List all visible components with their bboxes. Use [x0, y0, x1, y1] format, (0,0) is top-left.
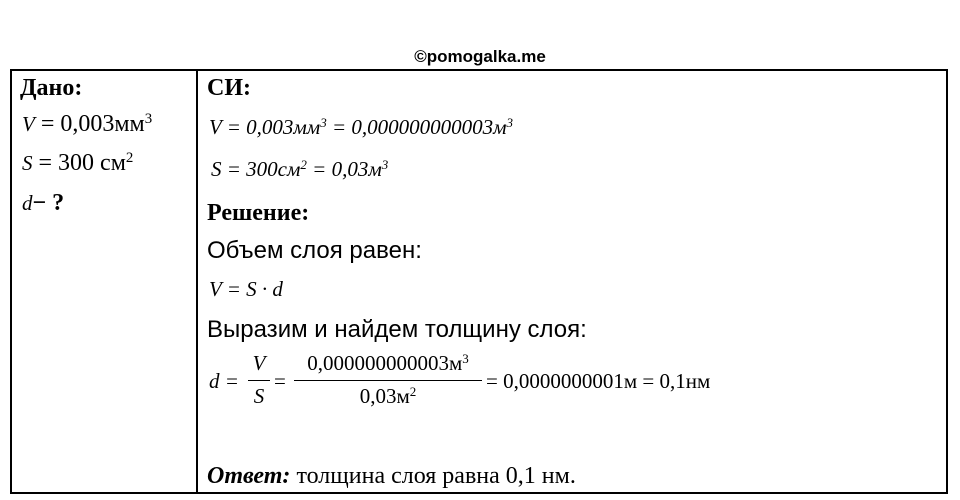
si-area-conversion: [211, 157, 388, 182]
given-volume-symbol: V: [22, 112, 35, 136]
given-unknown: [22, 190, 64, 217]
formula-result: = 0,0000000001м = 0,1нм: [486, 369, 711, 393]
si-volume-conversion: [209, 115, 513, 140]
frac2-denominator: [294, 384, 482, 409]
given-area-symbol: S: [22, 151, 33, 175]
given-unknown-mark: − ?: [32, 190, 65, 216]
answer-line: [207, 463, 576, 490]
solution-text-thickness: Выразим и найдем толщину слоя:: [207, 316, 587, 343]
formula-equals: =: [274, 369, 286, 393]
si-volume-exp2: 3: [506, 114, 514, 130]
solution-heading: Решение:: [207, 200, 310, 226]
si-area-right: = 0,03м: [306, 157, 382, 181]
column-divider: [196, 71, 198, 492]
answer-text: толщина слоя равна 0,1 нм.: [290, 463, 576, 489]
frac2-bar: [294, 380, 482, 381]
frac2-denominator-exponent: 2: [409, 383, 417, 399]
solution-table: [10, 69, 948, 494]
given-volume-value: = 0,003мм: [34, 111, 145, 137]
frac2-denominator-value: 0,03м: [359, 384, 410, 408]
si-volume-exp1: 3: [320, 114, 327, 130]
frac1-numerator: V: [252, 351, 266, 375]
given-volume: [22, 111, 152, 138]
given-unknown-symbol: d: [22, 191, 33, 215]
frac2-numerator-exponent: 3: [462, 350, 469, 366]
frac1-denominator: S: [253, 384, 265, 408]
solution-formula-volume: V = S · d: [209, 277, 283, 301]
si-area-exp2: 3: [381, 156, 389, 172]
given-volume-exponent: 3: [144, 110, 153, 127]
frac1-bar: [248, 380, 270, 381]
watermark: ©pomogalka.me: [414, 47, 546, 66]
given-area-value: = 300 см: [32, 150, 126, 176]
frac2-numerator-value: 0,000000000003м: [307, 351, 463, 375]
si-volume-right: = 0,000000000003м: [326, 115, 507, 139]
si-area-left: S = 300см: [211, 157, 301, 181]
given-area-exponent: 2: [125, 149, 134, 166]
frac2-numerator: [294, 351, 482, 376]
given-area: [22, 150, 133, 177]
si-heading: СИ:: [207, 75, 251, 101]
given-heading: Дано:: [20, 75, 83, 101]
formula-d-equals: d =: [209, 369, 239, 393]
si-volume-left: V = 0,003мм: [209, 115, 321, 139]
solution-text-volume: Объем слоя равен:: [207, 237, 422, 264]
si-area-exp1: 2: [300, 156, 307, 172]
answer-label: Ответ:: [207, 463, 291, 489]
